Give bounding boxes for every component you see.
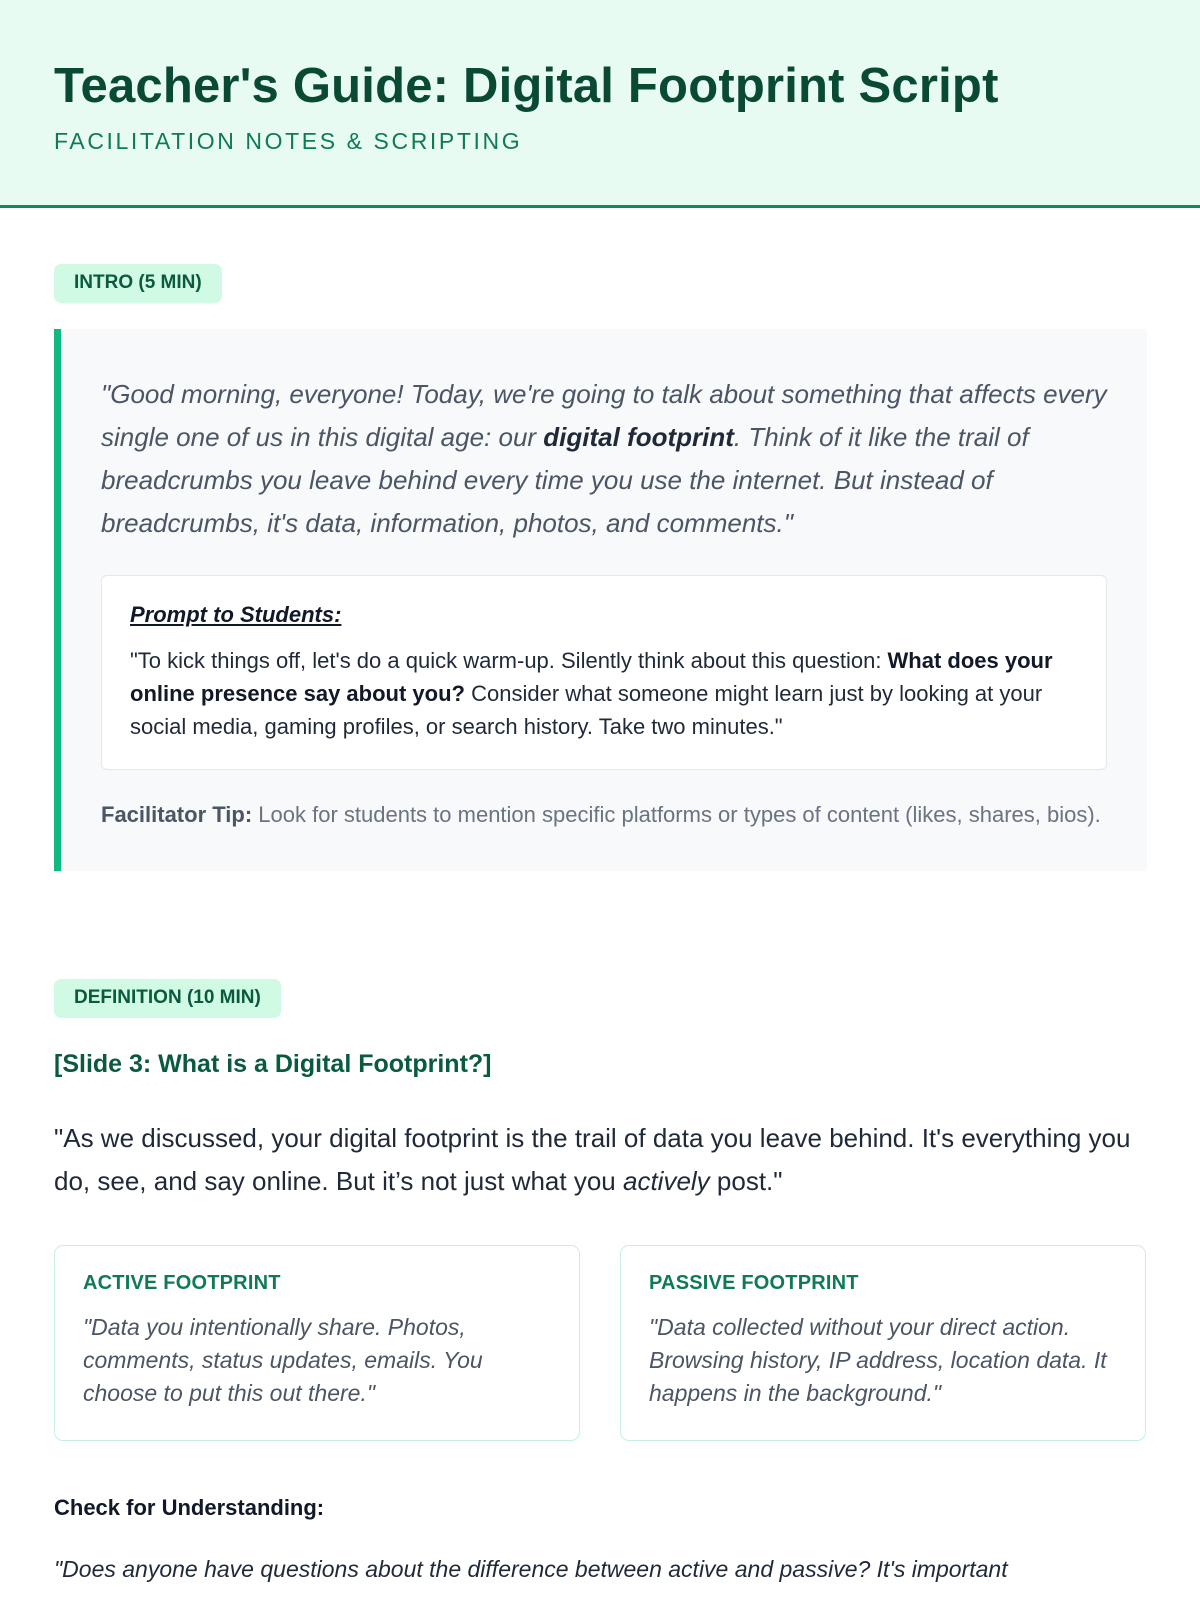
- intro-quote-text-a: "Good morning, everyone! Today, we're going to talk about something that affects every single one of us in this digital age: our: [101, 379, 1107, 452]
- card-text: "Data collected without your direct action. Browsing history, IP address, location data. It happens in the background.": [649, 1314, 1107, 1406]
- prompt-box: [101, 575, 1107, 770]
- intro-script-block: [54, 329, 1147, 871]
- card-title: PASSIVE FOOTPRINT: [649, 1272, 859, 1294]
- intro-quote-text-b: . Think of it like the trail of breadcrumbs you leave behind every time you use the internet. But instead of breadcrumbs, it's data, information, photos, and comments.": [101, 422, 1029, 538]
- passive-footprint-card: [620, 1245, 1146, 1441]
- page-subtitle: FACILITATION NOTES & SCRIPTING: [54, 128, 523, 155]
- prompt-title: Prompt to Students:: [130, 602, 342, 627]
- main-content: [0, 208, 1200, 1586]
- card-title: ACTIVE FOOTPRINT: [83, 1272, 281, 1294]
- slide-title: [Slide 3: What is a Digital Footprint?]: [54, 1050, 492, 1078]
- definition-emphasis: actively: [622, 1166, 710, 1196]
- prompt-text: [130, 644, 1080, 743]
- card-text: "Data you intentionally share. Photos, comments, status updates, emails. You choose to put this out there.": [83, 1314, 483, 1406]
- facilitator-tip-text: Look for students to mention specific platforms or types of content (likes, shares, bios).: [252, 802, 1101, 827]
- definition-section-badge: DEFINITION (10 MIN): [54, 979, 281, 1018]
- active-footprint-card: [54, 1245, 580, 1441]
- prompt-text-a: "To kick things off, let's do a quick warm-up. Silently think about this question:: [130, 648, 888, 673]
- definition-paragraph: [54, 1117, 1146, 1203]
- page-header: [0, 0, 1200, 208]
- page-title: Teacher's Guide: Digital Footprint Script: [54, 59, 999, 113]
- check-for-understanding-title: Check for Understanding:: [54, 1495, 325, 1520]
- prompt-text-b: Consider what someone might learn just by looking at your social media, gaming profiles, or search history. Take two minutes.": [130, 681, 1043, 739]
- intro-quote-emphasis: digital footprint: [543, 422, 734, 452]
- intro-section-badge: INTRO (5 MIN): [54, 264, 222, 303]
- definition-text-a: "As we discussed, your digital footprint is the trail of data you leave behind. It's everything you do, see, and say online. But it’s not just what you: [54, 1123, 1131, 1196]
- check-for-understanding-text: "Does anyone have questions about the difference between active and passive? It's important: [54, 1556, 1008, 1582]
- intro-quote: [101, 373, 1107, 545]
- prompt-question: What does your online presence say about you?: [130, 648, 1053, 706]
- footprint-cards: [54, 1245, 1146, 1441]
- facilitator-tip: [101, 798, 1107, 831]
- facilitator-tip-label: Facilitator Tip:: [101, 802, 253, 827]
- definition-text-b: post.": [709, 1166, 783, 1196]
